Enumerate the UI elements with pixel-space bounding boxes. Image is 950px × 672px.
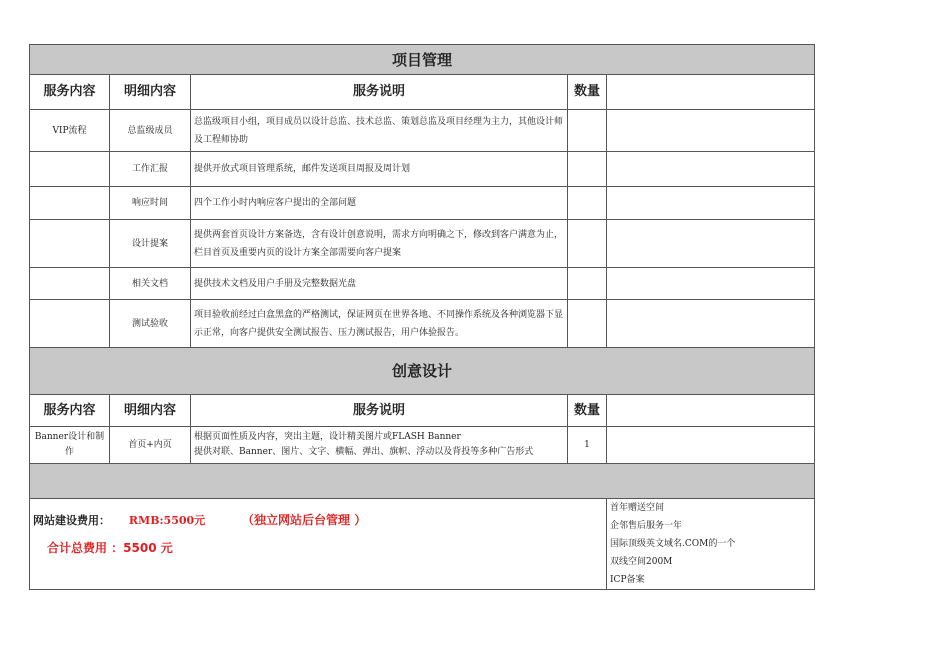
- cell-service: VIP流程: [30, 110, 110, 152]
- table-row: [30, 300, 815, 348]
- cell-service: [30, 152, 110, 187]
- header-detail: 明细内容: [110, 395, 191, 427]
- spacer-row: [30, 464, 815, 499]
- cell-blank: [607, 268, 815, 300]
- quote-sheet: [29, 44, 814, 590]
- fee-total: 合计总费用 ：5500 元: [47, 541, 173, 555]
- cell-qty: [568, 268, 607, 300]
- cell-detail: 工作汇报: [110, 152, 191, 187]
- extra-item: 首年赠送空间: [610, 503, 665, 513]
- cell-qty: [568, 220, 607, 268]
- header-blank: [607, 75, 815, 110]
- cell-detail: 设计提案: [110, 220, 191, 268]
- fee-amount: RMB:5500元: [128, 514, 206, 527]
- cell-desc: 提供技术文档及用户手册及完整数据光盘: [191, 268, 568, 300]
- cell-blank: [607, 110, 815, 152]
- cell-service: [30, 300, 110, 348]
- cell-detail: 总监级成员: [110, 110, 191, 152]
- desc-line: 根据页面性质及内容，突出主题，设计精美图片或FLASH Banner: [194, 432, 461, 442]
- cell-blank: [607, 220, 815, 268]
- header-service: 服务内容: [30, 75, 110, 110]
- table-row: [30, 110, 815, 152]
- cell-detail: 首页+内页: [110, 427, 191, 464]
- cell-desc: 总监级项目小组，项目成员以设计总监、技术总监、策划总监及项目经理为主力，其他设计师及工程师协助: [191, 110, 568, 152]
- cell-service: [30, 187, 110, 220]
- cell-blank: [607, 427, 815, 464]
- cell-qty: [568, 110, 607, 152]
- cell-desc: 提供开放式项目管理系统，邮件发送项目周报及周计划: [191, 152, 568, 187]
- fee-note: （独立网站后台管理 ）: [242, 513, 367, 527]
- header-row: [30, 75, 815, 110]
- fee-summary: [30, 499, 607, 590]
- header-desc: 服务说明: [191, 75, 568, 110]
- cell-desc: [191, 427, 568, 464]
- desc-line: 提供对联、Banner、图片、文字、横幅、弹出、旗帜、浮动以及背投等多种广告形式: [194, 447, 534, 457]
- cell-service: Banner设计和制作: [30, 427, 110, 464]
- section-title-project-mgmt: 项目管理: [30, 45, 815, 75]
- cell-blank: [607, 152, 815, 187]
- cell-qty: [568, 187, 607, 220]
- cell-detail: 测试验收: [110, 300, 191, 348]
- table-row: [30, 220, 815, 268]
- extra-item: 双线空间200M: [610, 557, 673, 567]
- table-row: [30, 187, 815, 220]
- cell-qty: [568, 152, 607, 187]
- extra-item: ICP备案: [610, 575, 645, 585]
- cell-blank: [607, 300, 815, 348]
- header-qty: 数量: [568, 395, 607, 427]
- cell-desc: 项目验收前经过白盒黑盒的严格测试，保证网页在世界各地、不同操作系统及各种浏览器下显示正常，向客户提供安全测试报告、压力测试报告，用户体验报告。: [191, 300, 568, 348]
- header-row: [30, 395, 815, 427]
- header-service: 服务内容: [30, 395, 110, 427]
- cell-qty: 1: [568, 427, 607, 464]
- cell-service: [30, 220, 110, 268]
- fee-row: [30, 499, 815, 590]
- cell-detail: 响应时间: [110, 187, 191, 220]
- fee-extras: [607, 499, 815, 590]
- table-row: [30, 427, 815, 464]
- cell-desc: 提供两套首页设计方案备选，含有设计创意说明，需求方向明确之下，修改到客户满意为止，栏目首页及重要内页的设计方案全部需要向客户提案: [191, 220, 568, 268]
- fee-label: 网站建设费用：: [33, 514, 110, 527]
- header-detail: 明细内容: [110, 75, 191, 110]
- cell-service: [30, 268, 110, 300]
- header-desc: 服务说明: [191, 395, 568, 427]
- table-row: [30, 152, 815, 187]
- cell-blank: [607, 187, 815, 220]
- cell-detail: 相关文档: [110, 268, 191, 300]
- table-row: [30, 268, 815, 300]
- header-blank: [607, 395, 815, 427]
- quote-table: [29, 44, 815, 590]
- section-title-creative: 创意设计: [30, 348, 815, 395]
- header-qty: 数量: [568, 75, 607, 110]
- extra-item: 国际顶级英文域名.COM的一个: [610, 539, 736, 549]
- extra-item: 企邻售后服务一年: [610, 521, 683, 531]
- cell-desc: 四个工作小时内响应客户提出的全部问题: [191, 187, 568, 220]
- cell-qty: [568, 300, 607, 348]
